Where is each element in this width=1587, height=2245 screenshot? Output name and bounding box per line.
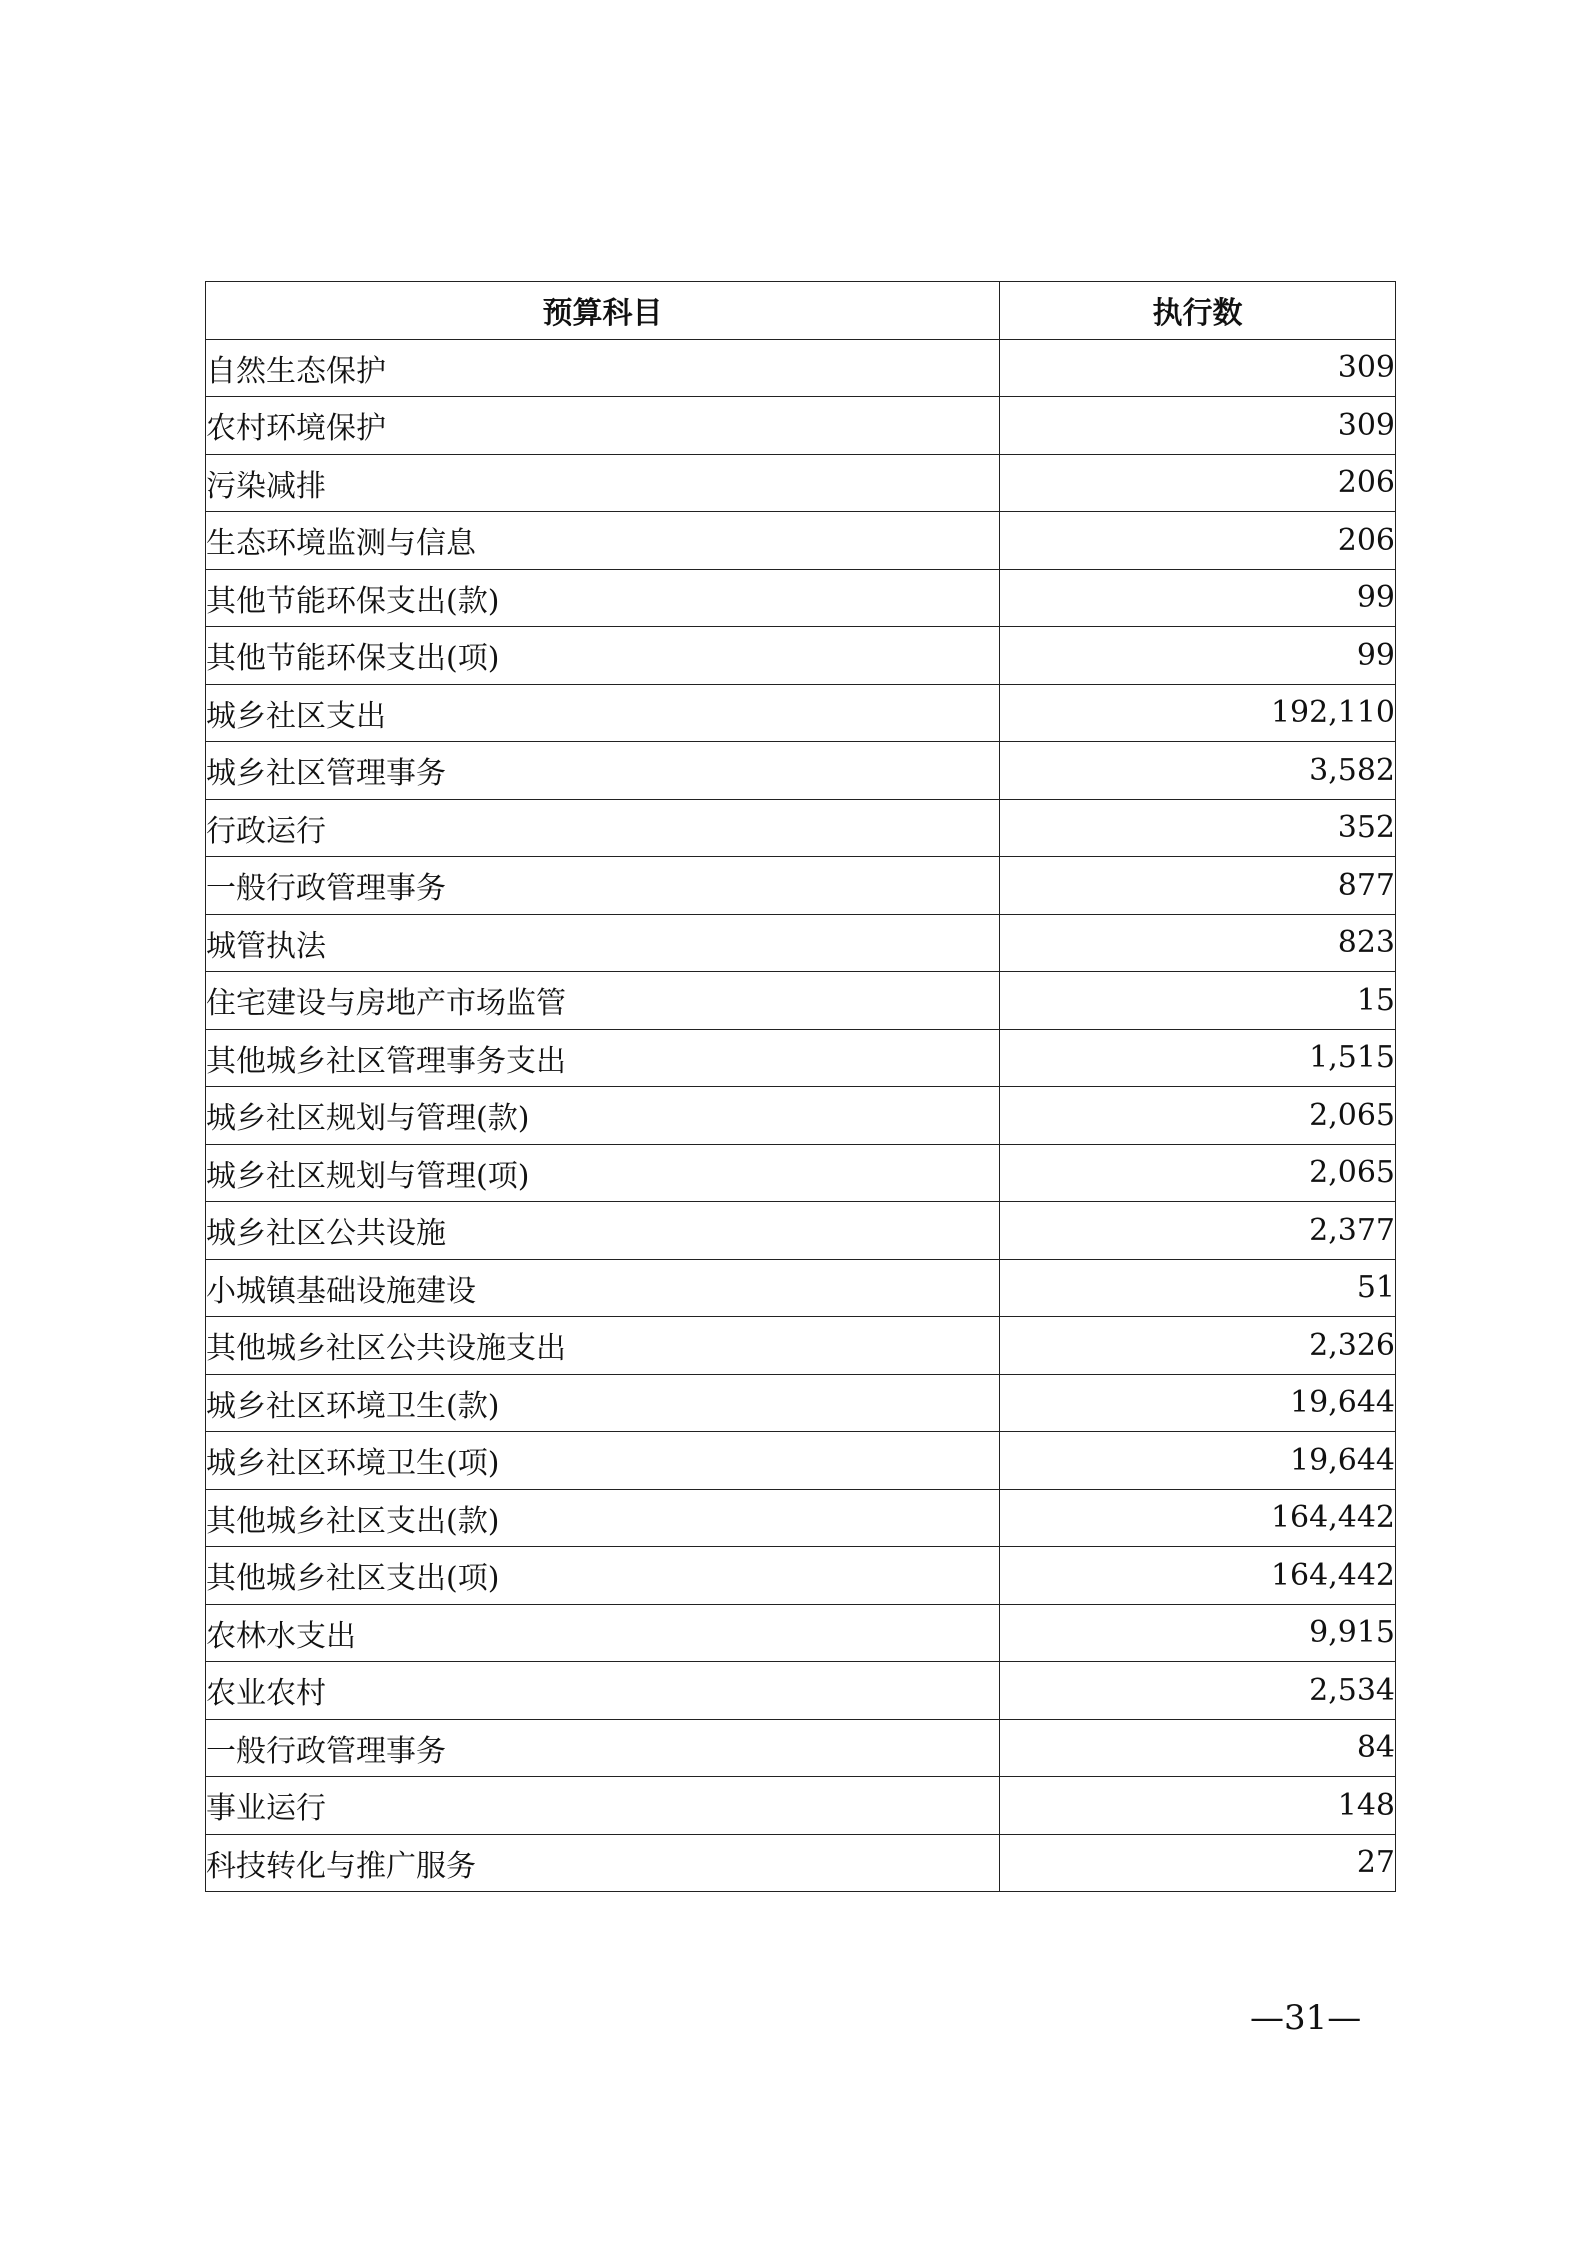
executed-amount: 877	[1000, 857, 1396, 915]
budget-item-name: 生态环境监测与信息	[206, 512, 1000, 570]
header-budget-item: 预算科目	[206, 282, 1000, 340]
table-row	[206, 1834, 1396, 1892]
budget-item-name: 城乡社区环境卫生(项)	[206, 1432, 1000, 1490]
table-row	[206, 512, 1396, 570]
table-row	[206, 857, 1396, 915]
table-row	[206, 1144, 1396, 1202]
table-row	[206, 1604, 1396, 1662]
table-row	[206, 1432, 1396, 1490]
budget-item-name: 一般行政管理事务	[206, 1719, 1000, 1777]
table-row	[206, 914, 1396, 972]
budget-item-name: 一般行政管理事务	[206, 857, 1000, 915]
executed-amount: 164,442	[1000, 1547, 1396, 1605]
executed-amount: 352	[1000, 799, 1396, 857]
executed-amount: 206	[1000, 512, 1396, 570]
table-row	[206, 742, 1396, 800]
budget-item-name: 事业运行	[206, 1777, 1000, 1835]
executed-amount: 15	[1000, 972, 1396, 1030]
budget-item-name: 行政运行	[206, 799, 1000, 857]
budget-item-name: 城乡社区公共设施	[206, 1202, 1000, 1260]
budget-item-name: 城乡社区规划与管理(项)	[206, 1144, 1000, 1202]
table-row	[206, 1317, 1396, 1375]
budget-item-name: 其他城乡社区支出(项)	[206, 1547, 1000, 1605]
budget-item-name: 城乡社区规划与管理(款)	[206, 1087, 1000, 1145]
executed-amount: 99	[1000, 569, 1396, 627]
budget-item-name: 小城镇基础设施建设	[206, 1259, 1000, 1317]
executed-amount: 1,515	[1000, 1029, 1396, 1087]
table-row	[206, 684, 1396, 742]
budget-item-name: 城乡社区支出	[206, 684, 1000, 742]
executed-amount: 84	[1000, 1719, 1396, 1777]
table-row	[206, 339, 1396, 397]
budget-item-name: 科技转化与推广服务	[206, 1834, 1000, 1892]
budget-table	[205, 281, 1396, 1892]
executed-amount: 99	[1000, 627, 1396, 685]
executed-amount: 192,110	[1000, 684, 1396, 742]
header-executed-amount: 执行数	[1000, 282, 1396, 340]
budget-item-name: 城乡社区管理事务	[206, 742, 1000, 800]
executed-amount: 2,534	[1000, 1662, 1396, 1720]
table-row	[206, 627, 1396, 685]
executed-amount: 2,326	[1000, 1317, 1396, 1375]
table-row	[206, 1489, 1396, 1547]
executed-amount: 27	[1000, 1834, 1396, 1892]
budget-item-name: 污染减排	[206, 454, 1000, 512]
budget-item-name: 其他城乡社区管理事务支出	[206, 1029, 1000, 1087]
executed-amount: 309	[1000, 339, 1396, 397]
executed-amount: 19,644	[1000, 1432, 1396, 1490]
budget-item-name: 城管执法	[206, 914, 1000, 972]
executed-amount: 148	[1000, 1777, 1396, 1835]
budget-item-name: 其他节能环保支出(款)	[206, 569, 1000, 627]
table-row	[206, 1259, 1396, 1317]
table-row	[206, 1662, 1396, 1720]
budget-item-name: 其他城乡社区公共设施支出	[206, 1317, 1000, 1375]
table-row	[206, 1029, 1396, 1087]
executed-amount: 19,644	[1000, 1374, 1396, 1432]
executed-amount: 51	[1000, 1259, 1396, 1317]
table-header-row	[206, 282, 1396, 340]
executed-amount: 2,065	[1000, 1144, 1396, 1202]
executed-amount: 309	[1000, 397, 1396, 455]
table-row	[206, 454, 1396, 512]
budget-item-name: 农林水支出	[206, 1604, 1000, 1662]
table-row	[206, 1202, 1396, 1260]
executed-amount: 2,377	[1000, 1202, 1396, 1260]
budget-item-name: 农业农村	[206, 1662, 1000, 1720]
table-row	[206, 1087, 1396, 1145]
executed-amount: 823	[1000, 914, 1396, 972]
budget-item-name: 自然生态保护	[206, 339, 1000, 397]
table-row	[206, 1374, 1396, 1432]
executed-amount: 164,442	[1000, 1489, 1396, 1547]
budget-item-name: 农村环境保护	[206, 397, 1000, 455]
executed-amount: 2,065	[1000, 1087, 1396, 1145]
page-number: —31—	[1250, 1998, 1362, 2038]
executed-amount: 9,915	[1000, 1604, 1396, 1662]
table-body	[206, 339, 1396, 1892]
table-row	[206, 569, 1396, 627]
table-row	[206, 1719, 1396, 1777]
executed-amount: 3,582	[1000, 742, 1396, 800]
budget-item-name: 其他节能环保支出(项)	[206, 627, 1000, 685]
budget-item-name: 住宅建设与房地产市场监管	[206, 972, 1000, 1030]
table-row	[206, 397, 1396, 455]
budget-item-name: 其他城乡社区支出(款)	[206, 1489, 1000, 1547]
table-row	[206, 972, 1396, 1030]
table-row	[206, 799, 1396, 857]
table-row	[206, 1547, 1396, 1605]
table-row	[206, 1777, 1396, 1835]
executed-amount: 206	[1000, 454, 1396, 512]
budget-item-name: 城乡社区环境卫生(款)	[206, 1374, 1000, 1432]
